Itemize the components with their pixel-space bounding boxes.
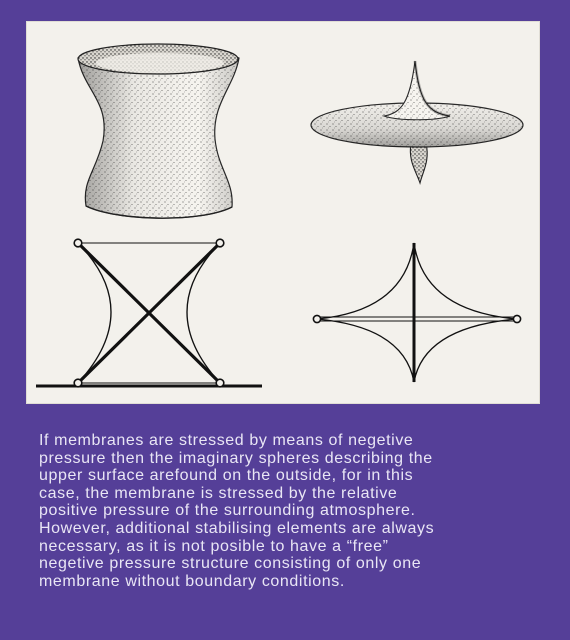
hourglass-membrane-3d: [78, 44, 239, 218]
figure-panel: [26, 21, 540, 404]
caption-line: pressure then the imaginary spheres describing the: [39, 449, 433, 467]
astroid-section-diagram: [313, 243, 520, 382]
caption-line: membrane without boundary conditions.: [39, 572, 345, 590]
caption-line: positive pressure of the surrounding atmosphere.: [39, 502, 416, 520]
caption-line: upper surface arefound on the outside, for in this: [39, 467, 414, 485]
caption-line: necessary, as it is not posible to have a “free”: [39, 537, 389, 555]
caption-line: However, additional stabilising elements are always: [39, 519, 435, 537]
caption-line: If membranes are stressed by means of negetive: [39, 432, 414, 449]
hourglass-section-diagram: [36, 239, 262, 387]
spinning-top-membrane-3d: [311, 61, 523, 183]
figure-caption: [39, 432, 539, 590]
caption-line: case, the membrane is stressed by the relative: [39, 484, 398, 502]
caption-line: negetive pressure structure consisting of only one: [39, 555, 422, 573]
figure-illustrations: [26, 21, 540, 404]
